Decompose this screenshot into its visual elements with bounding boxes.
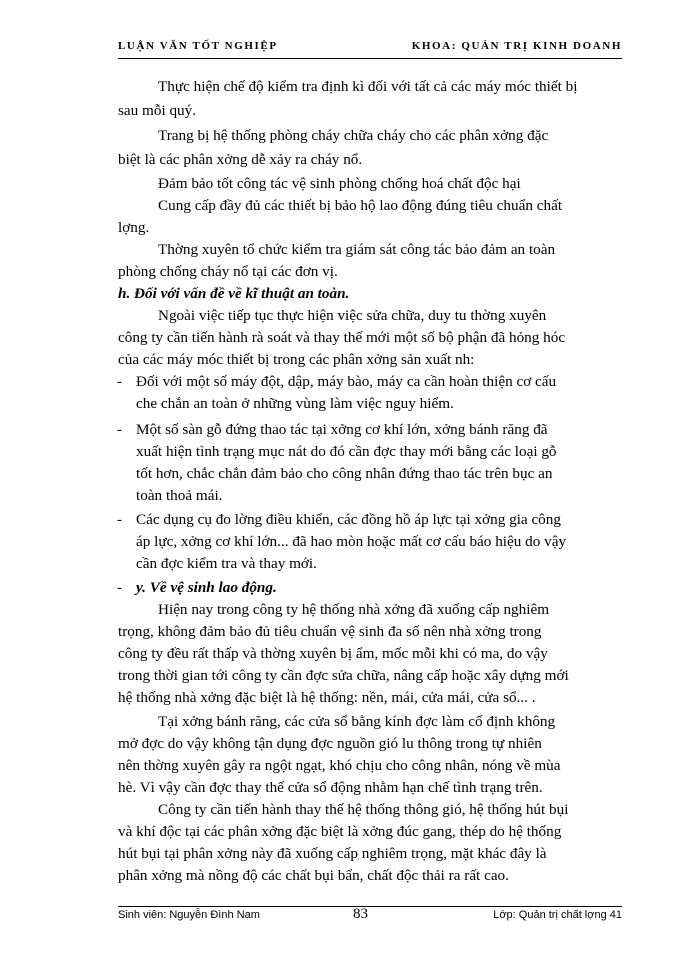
page-header xyxy=(118,40,622,58)
bullet-marker: - xyxy=(117,374,122,390)
text-line: che chắn an toàn ở những vùng làm việc nguy hiểm. xyxy=(136,395,454,412)
text-line: phòng chống cháy nổ tại các đơn vị. xyxy=(118,263,338,280)
text-line: hút bụi tại phân xởng này đã xuống cấp nghiêm trọng, mặt khác đây là xyxy=(118,845,547,862)
text-line: Ngoài việc tiếp tục thực hiện việc sửa chữa, duy tu thờng xuyên xyxy=(158,307,547,324)
header-rule xyxy=(118,58,622,59)
text-line: lợng. xyxy=(118,219,150,236)
text-line: biệt là các phân xởng dễ xảy ra cháy nổ. xyxy=(118,151,363,168)
text-line: của các máy móc thiết bị trong các phân xởng sản xuất nh: xyxy=(118,351,475,368)
text-line: Thờng xuyên tổ chức kiểm tra giám sát công tác bảo đảm an toàn xyxy=(158,241,556,258)
text-line: Đảm bảo tốt công tác vệ sinh phòng chống hoá chất độc hại xyxy=(158,175,521,192)
footer-student: Sinh viên: Nguyễn Đình Nam xyxy=(118,909,260,921)
text-line: toàn thoả mái. xyxy=(136,487,223,504)
footer-rule xyxy=(118,906,622,907)
bullet-marker: - xyxy=(117,580,122,596)
bullet-marker: - xyxy=(117,512,122,528)
text-line: trọng, không đảm bảo đủ tiêu chuẩn vệ sinh đa số nên nhà xởng trong xyxy=(118,623,542,640)
text-line: cần đợc kiểm tra và thay mới. xyxy=(136,555,317,572)
text-line: Công ty cần tiến hành thay thế hệ thống thông gió, hệ thống hút bụi xyxy=(158,801,569,818)
footer-class: Lớp: Quản trị chất lợng 41 xyxy=(493,909,622,921)
text-line: hệ thống nhà xởng đặc biệt là hệ thống: nền, mái, cửa mái, cửa sổ... . xyxy=(118,689,536,706)
text-line: xuất hiện tình trạng mục nát do đó cần đợc thay mới bằng các loại gỗ xyxy=(136,443,557,460)
text-line: mở đợc do vậy không tận dụng đợc nguồn gió lu thông trong tự nhiên xyxy=(118,735,542,752)
text-line: hè. Vì vậy cần đợc thay thế cửa sổ động nhằm hạn chế tình trạng trên. xyxy=(118,779,543,796)
text-line: công ty cần tiến hành rà soát và thay thế mới một số bộ phận đã hỏng hóc xyxy=(118,329,566,346)
header-right: KHOA: QUẢN TRỊ KINH DOANH xyxy=(411,40,622,52)
text-line: và khí độc tại các phân xởng đặc biệt là xởng đúc gang, thép do hệ thống xyxy=(118,823,562,840)
text-line: Cung cấp đầy đủ các thiết bị bảo hộ lao động đúng tiêu chuẩn chất xyxy=(158,197,563,214)
text-line: Thực hiện chế độ kiểm tra định kì đối với tất cả các máy móc thiết bị xyxy=(158,78,578,95)
header-left: LUẬN VĂN TỐT NGHIỆP xyxy=(118,40,278,52)
text-line: Tại xởng bánh răng, các cửa sổ bằng kính đợc làm cố định không xyxy=(158,713,556,730)
text-line: Các dụng cụ đo lờng điều khiển, các đồng hồ áp lực tại xởng gia công xyxy=(136,511,561,528)
text-line: trong thời gian tới công ty cần đợc sửa chữa, nâng cấp hoặc xây dựng mới xyxy=(118,667,569,684)
text-line: tốt hơn, chắc chắn đảm bảo cho công nhân đứng thao tác trên bục an xyxy=(136,465,553,482)
text-line: nên thờng xuyên gây ra ngột ngạt, khó chịu cho công nhân, nóng về mùa xyxy=(118,757,561,774)
text-line: sau mỗi quý. xyxy=(118,102,197,119)
page-number: 83 xyxy=(353,906,368,922)
text-line: Đối với một số máy đột, dập, máy bào, máy ca cần hoàn thiện cơ cấu xyxy=(136,373,557,390)
text-line: Trang bị hệ thống phòng cháy chữa cháy cho các phân xởng đặc xyxy=(158,127,549,144)
text-line: công ty đều rất thấp và thờng xuyên bị ẩm, mốc mỗi khi có ma, do vậy xyxy=(118,645,548,662)
text-line: áp lực, xởng cơ khí lớn... đã hao mòn hoặc mất cơ cấu báo hiệu do vậy xyxy=(136,533,567,550)
text-line: Một số sàn gỗ đứng thao tác tại xởng cơ khí lớn, xởng bánh răng đã xyxy=(136,421,548,438)
section-heading-hygiene: y. Về vệ sinh lao động. xyxy=(136,579,277,596)
text-line: Hiện nay trong công ty hệ thống nhà xởng đã xuống cấp nghiêm xyxy=(158,601,550,618)
text-line: phân xởng mà nồng độ các chất bụi bẩn, chất độc thải ra rất cao. xyxy=(118,867,509,884)
bullet-marker: - xyxy=(117,422,122,438)
section-heading-safety: h. Đối với vấn đề về kĩ thuật an toàn. xyxy=(118,285,350,302)
